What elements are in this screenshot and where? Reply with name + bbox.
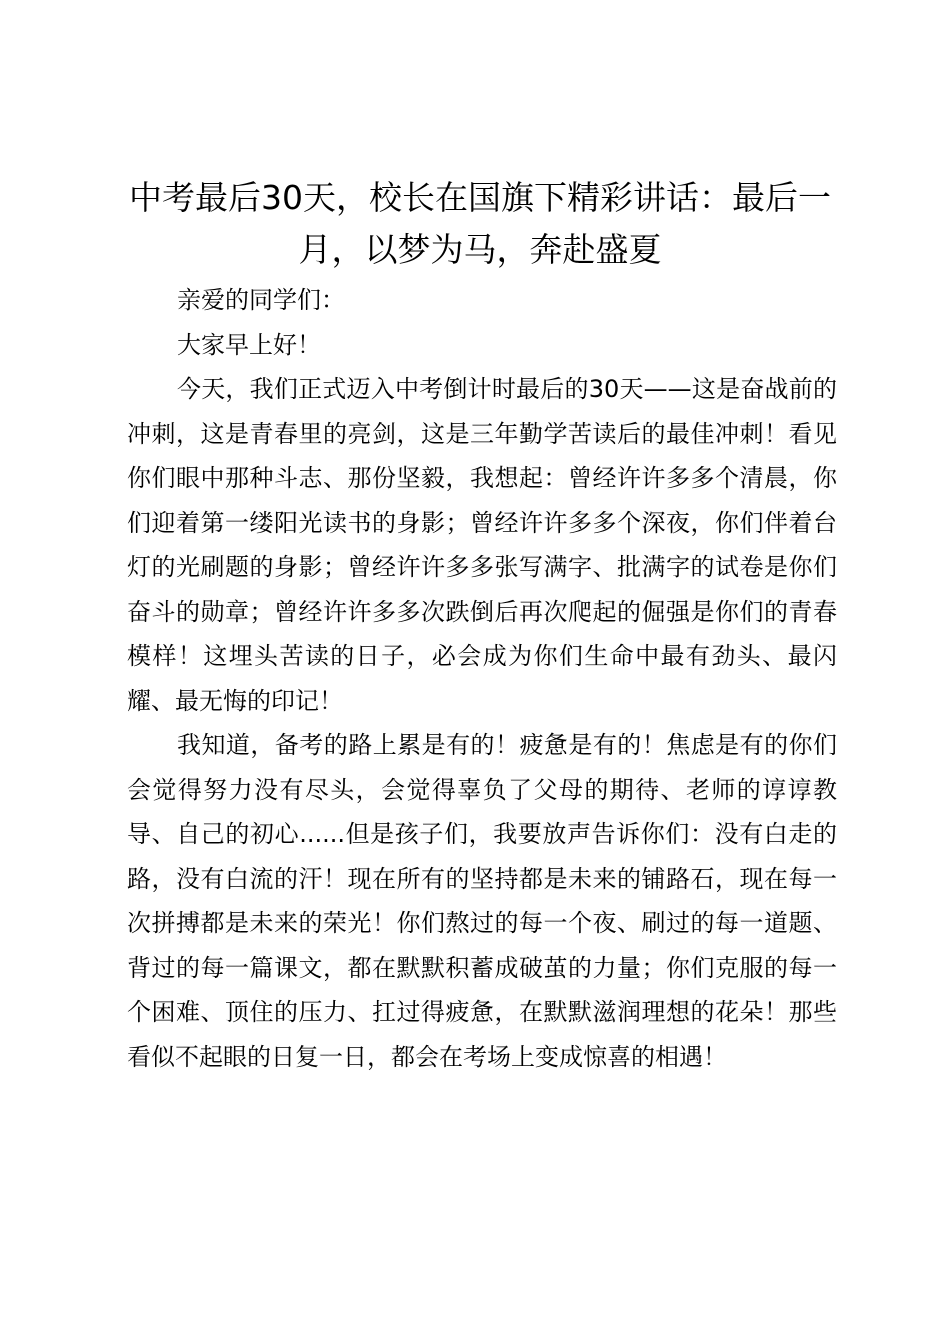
document-title: 中考最后30天，校长在国旗下精彩讲话：最后一月，以梦为马，奔赴盛夏 — [129, 178, 831, 269]
body-paragraph: 我知道，备考的路上累是有的！疲惫是有的！焦虑是有的你们会觉得努力没有尽头，会觉得辜负了父母的期待、老师的谆谆教导、自己的初心......但是孩子们，我要放声告诉你们：没有白走的路，没有白流的汗！现在所有的坚持都是未来的铺路石，现在每一次拼搏都是未来的荣光！你们熬过的每一个夜、刷过的每一道题、背过的每一篇课文，都在默默积蓄成破茧的力量；你们克服的每一个困难、顶住的压力、扛过得疲惫，在默默滋润理想的花朵！那些看似不起眼的日复一日，都会在考场上变成惊喜的相遇！ — [127, 731, 837, 1071]
salutation-paragraph: 亲爱的同学们： — [177, 286, 345, 314]
body-paragraph: 今天，我们正式迈入中考倒计时最后的30天——这是奋战前的冲刺，这是青春里的亮剑，这是三年勤学苦读后的最佳冲刺！看见你们眼中那种斗志、那份坚毅，我想起：曾经许许多多个清晨，你们迎着第一缕阳光读书的身影；曾经许许多多个深夜，你们伴着台灯的光刷题的身影；曾经许许多多张写满字、批满字的试卷是你们奋斗的勋章；曾经许许多多次跌倒后再次爬起的倔强是你们的青春模样！这埋头苦读的日子，必会成为你们生命中最有劲头、最闪耀、最无悔的印记！ — [127, 375, 837, 715]
document-body — [127, 278, 837, 1079]
greeting-paragraph: 大家早上好！ — [177, 330, 321, 359]
